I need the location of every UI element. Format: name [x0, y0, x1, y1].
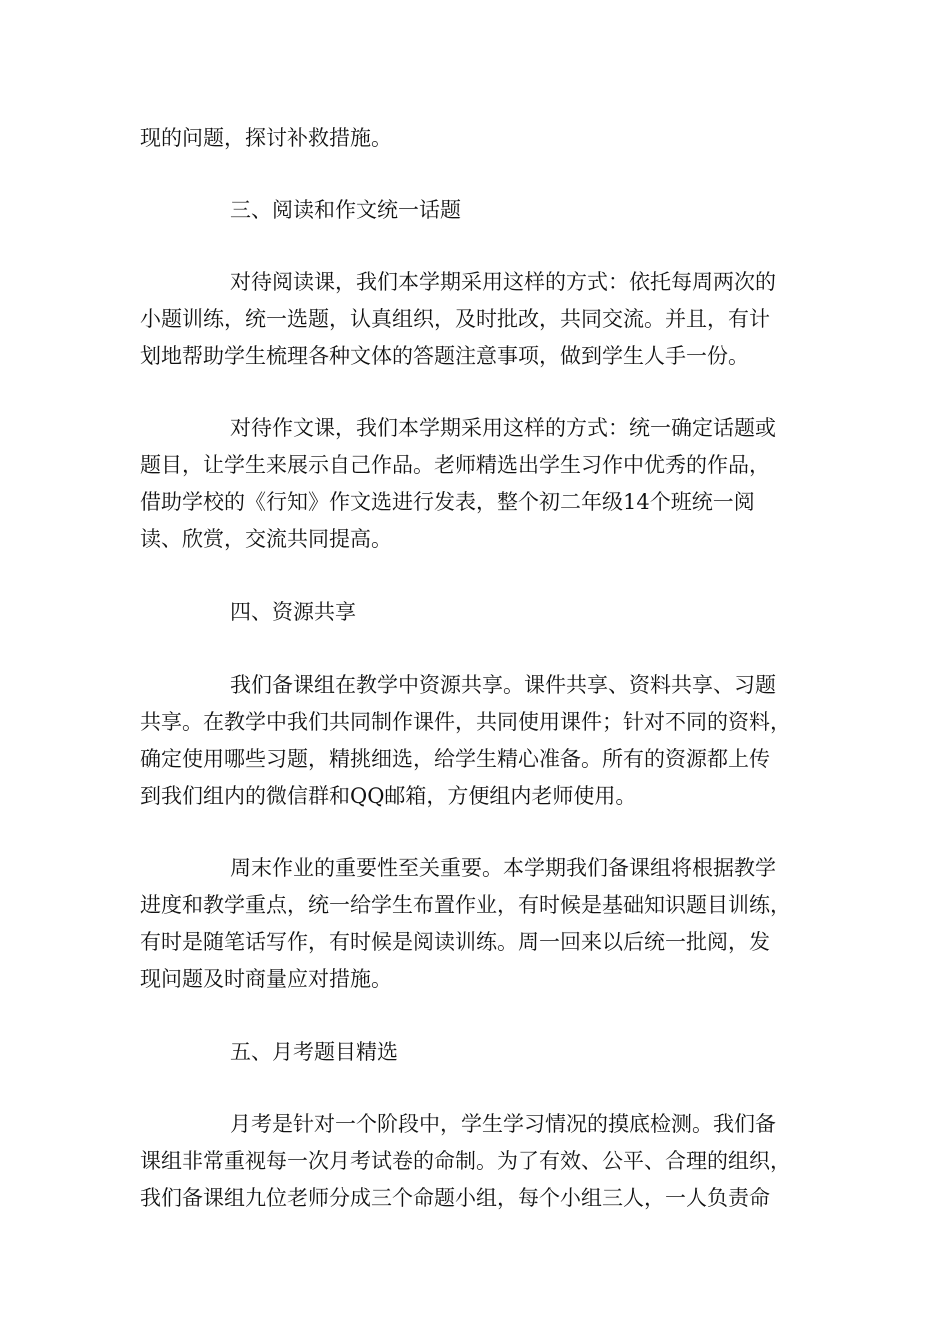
- paragraph-resource-sharing: 我们备课组在教学中资源共享。课件共享、资料共享、习题 共享。在教学中我们共同制作课件，共同使用课件；针对不同的资料， 确定使用哪些习题，精挑细选，给学生精心准备。所有的资源都上传 到我们组内的微信群和QQ邮箱，方便组内老师使用。: [140, 673, 791, 808]
- paragraph-reading-class: 对待阅读课，我们本学期采用这样的方式：依托每周两次的 小题训练，统一选题，认真组织，及时批改，共同交流。并且，有计 划地帮助学生梳理各种文体的答题注意事项，做到学生人手一份。: [140, 270, 776, 368]
- section-heading-4: 四、资源共享: [230, 600, 356, 624]
- paragraph-writing-class: 对待作文课，我们本学期采用这样的方式：统一确定话题或 题目，让学生来展示自己作品。老师精选出学生习作中优秀的作品， 借助学校的《行知》作文选进行发表，整个初二年级14个班统一阅 读、欣赏，交流共同提高。: [140, 416, 776, 551]
- paragraph-weekend-homework: 周末作业的重要性至关重要。本学期我们备课组将根据教学 进度和教学重点，统一给学生布置作业，有时候是基础知识题目训练， 有时是随笔话写作，有时候是阅读训练。周一回来以后统一批阅，发 现问题及时商量应对措施。: [140, 856, 791, 991]
- paragraph-continuation: 现的问题，探讨补救措施。: [140, 126, 392, 150]
- section-heading-3: 三、阅读和作文统一话题: [230, 198, 461, 222]
- section-heading-5: 五、月考题目精选: [230, 1040, 398, 1064]
- paragraph-monthly-exam: 月考是针对一个阶段中，学生学习情况的摸底检测。我们备 课组非常重视每一次月考试卷的命制。为了有效、公平、合理的组织， 我们备课组九位老师分成三个命题小组，每个小组三人，一人负责命: [140, 1112, 791, 1210]
